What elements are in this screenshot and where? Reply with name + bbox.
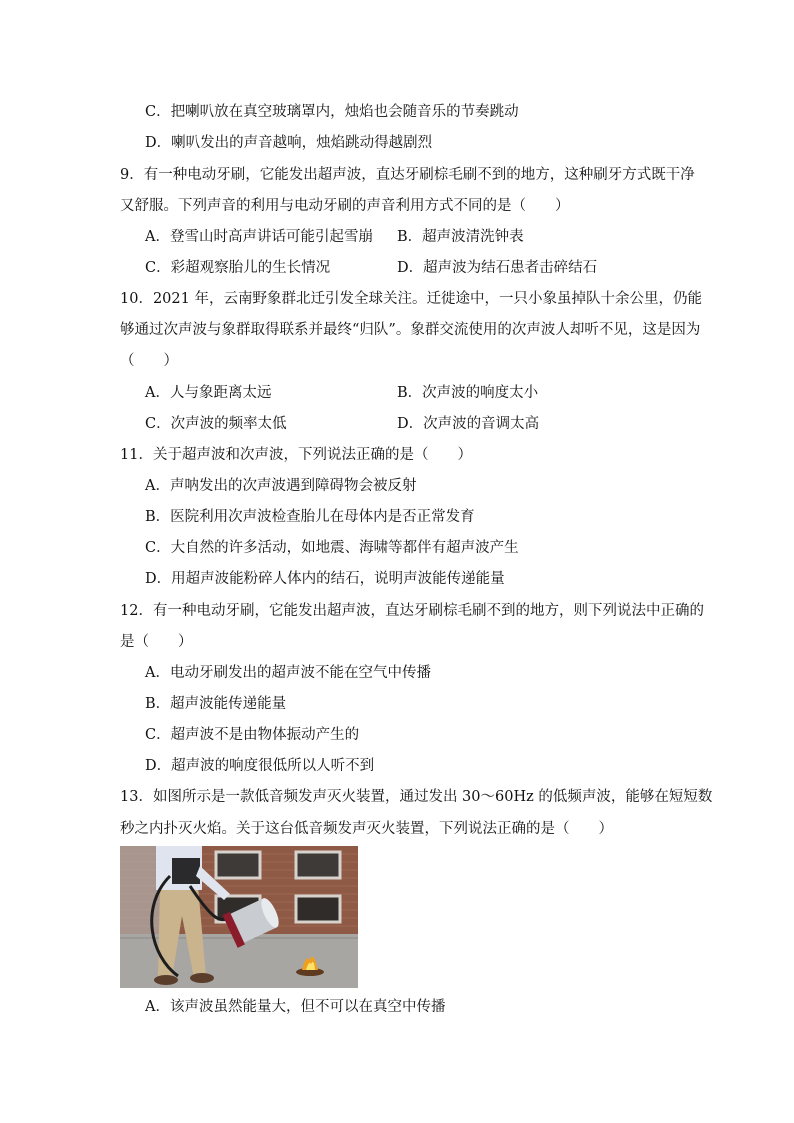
option-c: C．把喇叭放在真空玻璃罩内，烛焰也会随音乐的节奏跳动 <box>145 104 519 120</box>
question-9-option-c: C．彩超观察胎儿的生长情况 <box>145 260 331 276</box>
question-9-option-d: D．超声波为结石患者击碎结石 <box>397 260 598 276</box>
option-d: D．喇叭发出的声音越响，烛焰跳动得越剧烈 <box>145 135 433 151</box>
question-10-line-1: 10．2021 年，云南野象群北迁引发全球关注。迁徙途中，一只小象虽掉队十余公里，仍能 <box>120 291 702 307</box>
sound-fire-extinguisher-photo <box>120 846 358 988</box>
question-11-option-b: B．医院利用次声波检查胎儿在母体内是否正常发育 <box>145 509 475 525</box>
question-13-line-2: 秒之内扑灭火焰。关于这台低音频发声灭火装置，下列说法正确的是（ ） <box>120 821 613 837</box>
question-12-option-b: B．超声波能传递能量 <box>145 696 287 712</box>
question-13-line-1: 13．如图所示是一款低音频发声灭火装置，通过发出 30～60Hz 的低频声波，能够在短短数 <box>120 789 713 805</box>
question-11-option-a: A．声呐发出的次声波遇到障碍物会被反射 <box>145 478 417 494</box>
question-11-stem: 11．关于超声波和次声波，下列说法正确的是（ ） <box>120 447 472 463</box>
question-11-option-c: C．大自然的许多活动，如地震、海啸等都伴有超声波产生 <box>145 540 519 556</box>
question-10-line-3: （ ） <box>120 353 178 369</box>
question-12-option-c: C．超声波不是由物体振动产生的 <box>145 727 360 743</box>
question-12-line-1: 12．有一种电动牙刷，它能发出超声波，直达牙刷棕毛刷不到的地方，则下列说法中正确的 <box>120 603 704 619</box>
question-12-option-a: A．电动牙刷发出的超声波不能在空气中传播 <box>145 665 431 681</box>
question-12-line-2: 是（ ） <box>120 634 193 650</box>
question-9-line-1: 9．有一种电动牙刷，它能发出超声波，直达牙刷棕毛刷不到的地方，这种刷牙方式既干净 <box>120 167 695 183</box>
question-12-option-d: D．超声波的响度很低所以人听不到 <box>145 758 375 774</box>
question-10-option-b: B．次声波的响度太小 <box>397 385 539 401</box>
question-10-option-c: C．次声波的频率太低 <box>145 416 287 432</box>
question-9-line-2: 又舒服。下列声音的利用与电动牙刷的声音利用方式不同的是（ ） <box>120 198 570 214</box>
question-13-option-a: A．该声波虽然能量大，但不可以在真空中传播 <box>145 999 446 1015</box>
question-10-option-d: D．次声波的音调太高 <box>397 416 540 432</box>
question-10-option-a: A．人与象距离太远 <box>145 385 272 401</box>
question-10-line-2: 够通过次声波与象群取得联系并最终“归队”。象群交流使用的次声波人却听不见，这是因为 <box>120 322 701 338</box>
question-9-option-a: A．登雪山时高声讲话可能引起雪崩 <box>145 229 373 245</box>
question-11-option-d: D．用超声波能粉碎人体内的结石，说明声波能传递能量 <box>145 571 505 587</box>
question-9-option-b: B．超声波清洗钟表 <box>397 229 524 245</box>
